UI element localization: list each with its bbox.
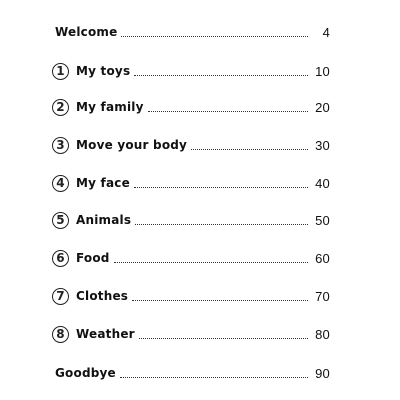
toc-entry-title: Animals (76, 213, 132, 227)
toc-entry-welcome[interactable] (55, 21, 330, 43)
dot-leader (120, 377, 308, 378)
toc-entry-page: 90 (315, 365, 330, 381)
unit-number-badge: 8 (52, 326, 69, 343)
dot-leader (191, 149, 308, 150)
toc-entry-unit-7[interactable] (52, 285, 330, 307)
dot-leader (121, 36, 308, 37)
unit-number-badge: 6 (52, 250, 69, 267)
toc-entry-unit-5[interactable] (52, 209, 330, 231)
unit-number-badge: 2 (52, 99, 69, 116)
toc-entry-page: 50 (315, 212, 330, 228)
toc-entry-unit-1[interactable] (52, 60, 330, 82)
toc-entry-title: Move your body (76, 138, 188, 152)
toc-entry-title: My face (76, 176, 130, 190)
toc-entry-page: 10 (315, 63, 330, 79)
toc-entry-page: 20 (315, 99, 330, 115)
toc-entry-unit-3[interactable] (52, 134, 330, 156)
toc-entry-page: 60 (315, 250, 330, 266)
unit-number-badge: 3 (52, 137, 69, 154)
toc-entry-title: My toys (76, 64, 131, 78)
toc-entry-unit-8[interactable] (52, 323, 330, 345)
unit-number-badge: 5 (52, 212, 69, 229)
toc-entry-page: 80 (315, 326, 330, 342)
dot-leader (132, 300, 308, 301)
dot-leader (134, 187, 308, 188)
toc-entry-title: Goodbye (55, 366, 116, 380)
toc-entry-title: Food (76, 251, 110, 265)
unit-number-badge: 4 (52, 175, 69, 192)
toc-entry-page: 70 (315, 288, 330, 304)
toc-entry-page: 40 (315, 175, 330, 191)
toc-entry-title: Clothes (76, 289, 129, 303)
dot-leader (148, 111, 308, 112)
dot-leader (134, 75, 308, 76)
toc-entry-goodbye[interactable] (55, 362, 330, 384)
toc-entry-unit-4[interactable] (52, 172, 330, 194)
toc-entry-unit-6[interactable] (52, 247, 330, 269)
toc-entry-title: My family (76, 100, 144, 114)
toc-entry-unit-2[interactable] (52, 96, 330, 118)
toc-entry-page: 30 (315, 137, 330, 153)
toc-entry-title: Weather (76, 327, 135, 341)
toc-entry-page: 4 (322, 24, 330, 40)
dot-leader (114, 262, 308, 263)
unit-number-badge: 1 (52, 63, 69, 80)
toc-entry-title: Welcome (55, 25, 118, 39)
dot-leader (139, 338, 308, 339)
unit-number-badge: 7 (52, 288, 69, 305)
dot-leader (135, 224, 308, 225)
